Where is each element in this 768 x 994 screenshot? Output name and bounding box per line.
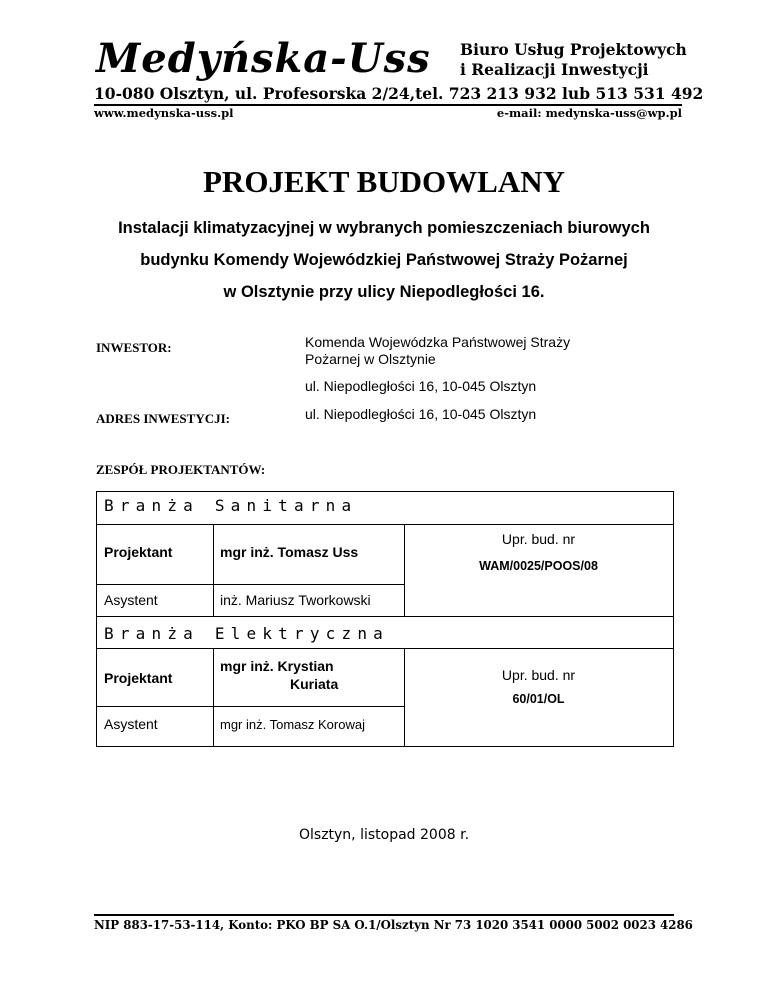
- company-email[interactable]: e-mail: medynska-uss@wp.pl: [496, 106, 682, 120]
- investor-name: [305, 334, 570, 368]
- grid-line: [404, 648, 673, 649]
- office-description: [460, 40, 687, 80]
- sanitary-assistant-name: inż. Mariusz Tworkowski: [220, 592, 371, 608]
- document-title: PROJEKT BUDOWLANY: [203, 164, 565, 199]
- sanitary-license-label: Upr. bud. nr: [501, 531, 576, 547]
- subtitle-line-3: w Olsztynie przy ulicy Niepodległości 16.: [223, 283, 545, 301]
- sanitary-designer-role: Projektant: [104, 544, 173, 560]
- grid-line: [213, 524, 214, 616]
- grid-line: [97, 706, 404, 707]
- electrical-designer-role: Projektant: [104, 670, 173, 686]
- electrical-assistant-role: Asystent: [104, 716, 158, 732]
- investor-name-line-2: Pożarnej w Olsztynie: [305, 351, 436, 367]
- grid-line: [97, 648, 404, 649]
- grid-line: [97, 616, 404, 617]
- branch-electrical-heading: Branża Elektryczna: [104, 624, 389, 643]
- office-line-1: Biuro Usług Projektowych: [460, 40, 687, 59]
- design-team-table: [96, 491, 674, 747]
- team-heading: ZESPÓŁ PROJEKTANTÓW:: [96, 462, 266, 477]
- bank-details: NIP 883-17-53-114, Konto: PKO BP SA O.1/Olsztyn Nr 73 1020 3541 0000 5002 0023 4286: [94, 918, 693, 932]
- electrical-designer-name-line-2: Kuriata: [290, 676, 339, 692]
- subtitle-line-1: Instalacji klimatyzacyjnej w wybranych pomieszczeniach biurowych: [118, 219, 650, 237]
- footer-divider: [94, 914, 674, 916]
- branch-sanitary-heading: Branża Sanitarna: [104, 496, 358, 515]
- electrical-designer-name-line-1: mgr inż. Krystian: [220, 658, 334, 674]
- electrical-license-number: 60/01/OL: [512, 692, 565, 706]
- contact-line: [94, 84, 704, 103]
- web-line: [94, 106, 682, 120]
- grid-line: [404, 524, 673, 525]
- grid-line: [404, 616, 673, 617]
- electrical-assistant-name: mgr inż. Tomasz Korowaj: [220, 717, 365, 732]
- sanitary-designer-name: mgr inż. Tomasz Uss: [220, 544, 359, 560]
- place-and-date: Olsztyn, listopad 2008 r.: [298, 827, 470, 843]
- company-address: 10-080 Olsztyn, ul. Profesorska 2/24,: [94, 84, 416, 103]
- subtitle-line-2: budynku Komendy Wojewódzkiej Państwowej Straży Pożarnej: [140, 251, 628, 269]
- investor-address: ul. Niepodległości 16, 10-045 Olsztyn: [305, 378, 537, 394]
- company-website[interactable]: www.medynska-uss.pl: [94, 106, 234, 120]
- company-phone: tel. 723 213 932 lub 513 531 492: [415, 84, 704, 103]
- investor-name-line-1: Komenda Wojewódzka Państwowej Straży: [305, 334, 571, 350]
- investor-label: INWESTOR:: [96, 340, 172, 355]
- sanitary-license-number: WAM/0025/POOS/08: [479, 559, 598, 573]
- company-logo-text: Medyńska-Uss: [96, 35, 431, 82]
- investment-address-label: ADRES INWESTYCJI:: [96, 411, 230, 426]
- electrical-license-label: Upr. bud. nr: [501, 667, 576, 683]
- sanitary-assistant-role: Asystent: [104, 592, 158, 608]
- office-line-2: i Realizacji Inwestycji: [460, 60, 649, 79]
- grid-line: [97, 584, 404, 585]
- investment-address: ul. Niepodległości 16, 10-045 Olsztyn: [305, 406, 537, 422]
- grid-line: [213, 648, 214, 746]
- grid-line: [97, 524, 404, 525]
